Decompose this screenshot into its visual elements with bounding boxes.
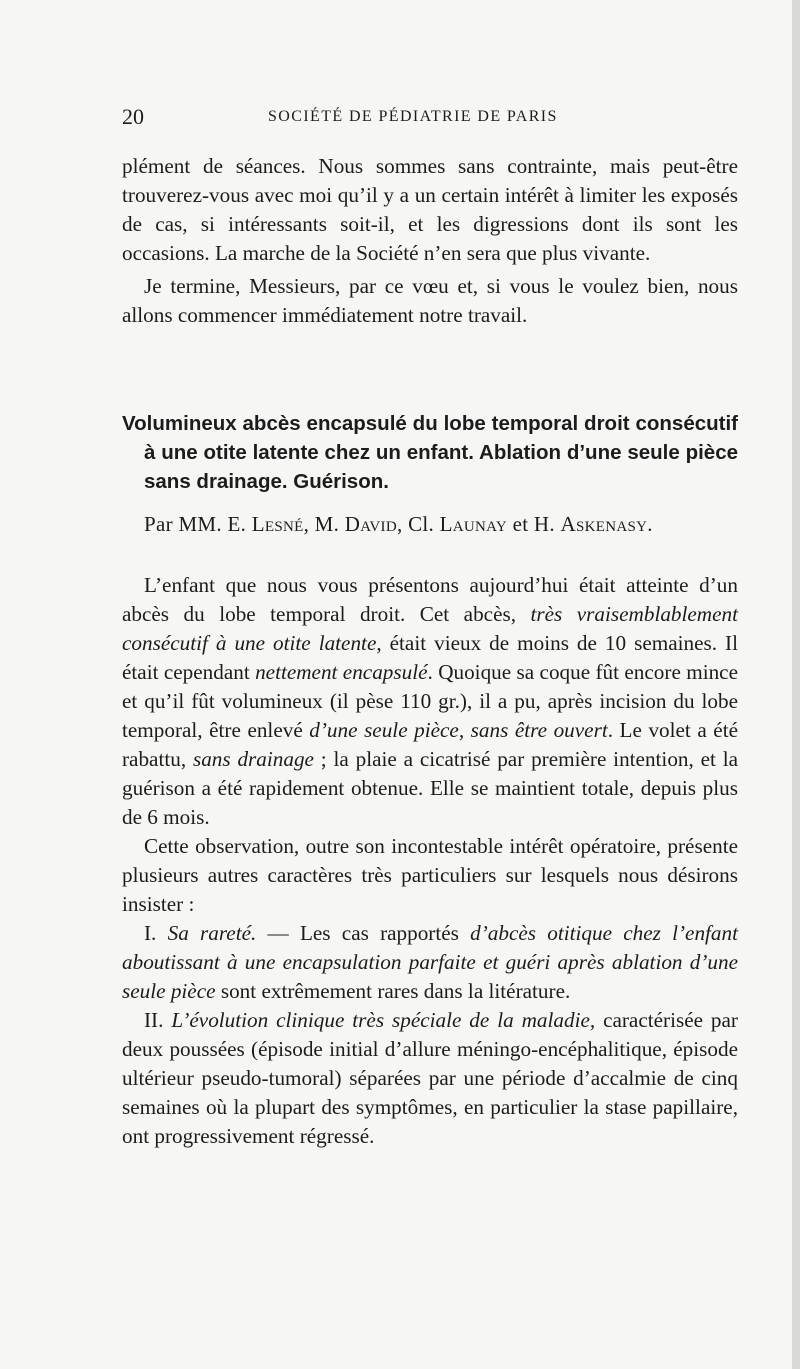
article-authors: Par MM. E. Lesné, M. David, Cl. Launay et H. Askenasy. [144, 512, 653, 536]
point-1-rarity: I. Sa rareté. — Les cas rapportés d’abcès otitique chez l’enfant aboutissant à une encapsulation parfaite et guéri après ablation d’une seule pièce sont extrêmement rares dans la litérature. [122, 921, 739, 1003]
point-2-evolution: II. L’évolution clinique très spéciale de la maladie, caractérisée par deux poussées (épisode initial d’allure méningo-encéphalitique, épisode ultérieur pseudo-tumoral) séparées par une période d’accalmie de cinq semaines où la plupart des symptômes, en particulier la stase papillaire, ont progressivement régressé. [122, 1008, 738, 1148]
body-paragraph-1: L’enfant que nous vous présentons aujourd’hui était atteinte d’un abcès du lobe temporal droit. Cet abcès, très vraisemblablement consécutif à une otite latente, était vieux de moins de 10 semaines. Il était cependant nettement encapsulé. Quoique sa coque fût encore mince et qu’il fût volumineux (il pèse 110 gr.), il a pu, après incision du lobe temporal, être enlevé d’une seule pièce, sans être ouvert. Le volet a été rabattu, sans drainage ; la plaie a cicatrisé par première intention, et la guérison a été rapidement obtenue. Elle se maintient totale, depuis plus de 6 mois. [122, 573, 739, 829]
intro-paragraph-1: plément de séances. Nous sommes sans contrainte, mais peut-être trouverez-vous avec moi qu’il y a un certain intérêt à limiter les exposés de cas, si intéressants soit-il, et les digressions dont ils sont les occasions. La marche de la Société n’en sera que plus vivante. [122, 154, 738, 265]
author-david: David [344, 512, 397, 536]
page-edge-shadow [792, 0, 800, 1369]
page-header [122, 104, 742, 134]
author-lesne: Lesné [251, 512, 304, 536]
running-title: SOCIÉTÉ DE PÉDIATRIE DE PARIS [268, 108, 558, 125]
body-paragraph-2: Cette observation, outre son incontestable intérêt opératoire, présente plusieurs autres caractères très particuliers sur lesquels nous désirons insister : [122, 834, 738, 916]
intro-paragraph-2: Je termine, Messieurs, par ce vœu et, si vous le voulez bien, nous allons commencer immédiatement notre travail. [122, 274, 738, 327]
article-body [122, 571, 738, 1151]
author-launay: Launay [439, 512, 508, 536]
intro-text [122, 152, 738, 330]
author-askenasy: Askenasy [560, 512, 648, 536]
article-title: Volumineux abcès encapsulé du lobe temporal droit consécutif à une otite latente chez un enfant. Ablation d’une seule pièce sans drainage. Guérison. [122, 412, 738, 493]
page-number: 20 [122, 104, 144, 129]
